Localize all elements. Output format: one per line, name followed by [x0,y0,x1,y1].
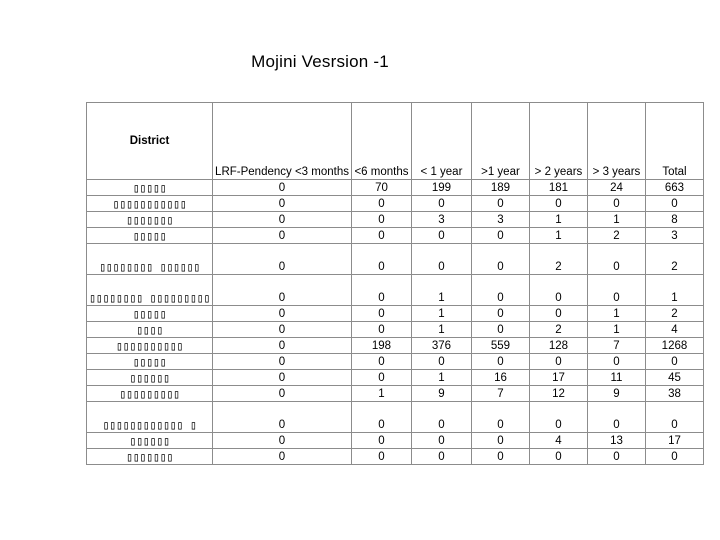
district-name-cell: ▯▯▯▯ [87,322,213,338]
cell-gt-2-years: 128 [529,338,587,354]
table-row [87,244,704,275]
cell-gt-1-year: 0 [471,196,529,212]
cell-lt-6-months: 0 [351,322,411,338]
cell-lt-1-year: 0 [411,433,471,449]
cell-lt-1-year: 0 [411,449,471,465]
district-name-cell: ▯▯▯▯▯ [87,354,213,370]
cell-gt-3-years: 1 [587,306,645,322]
header-total: Total [645,103,703,180]
cell-lt-6-months: 0 [351,275,411,306]
cell-total: 663 [645,180,703,196]
district-name-cell: ▯▯▯▯▯▯▯▯ ▯▯▯▯▯▯ [87,244,213,275]
cell-lt-3-months: 0 [213,244,352,275]
district-name-cell: ▯▯▯▯▯▯▯ [87,449,213,465]
cell-gt-3-years: 11 [587,370,645,386]
cell-gt-3-years: 0 [587,354,645,370]
cell-lt-6-months: 0 [351,196,411,212]
cell-gt-2-years: 0 [529,354,587,370]
district-name-cell: ▯▯▯▯▯ [87,180,213,196]
cell-gt-2-years: 12 [529,386,587,402]
cell-gt-2-years: 1 [529,228,587,244]
cell-lt-3-months: 0 [213,354,352,370]
table-row [87,322,704,338]
cell-lt-6-months: 0 [351,228,411,244]
cell-gt-3-years: 0 [587,402,645,433]
cell-gt-1-year: 0 [471,449,529,465]
page-title: Mojini Vesrsion -1 [251,52,389,71]
table-row [87,449,704,465]
cell-gt-1-year: 0 [471,322,529,338]
cell-gt-1-year: 0 [471,244,529,275]
cell-gt-3-years: 1 [587,322,645,338]
cell-total: 2 [645,244,703,275]
cell-gt-3-years: 13 [587,433,645,449]
header-gt-3-years: > 3 years [587,103,645,180]
cell-total: 17 [645,433,703,449]
cell-gt-1-year: 16 [471,370,529,386]
table-row [87,212,704,228]
district-name-cell: ▯▯▯▯▯▯▯▯▯ [87,386,213,402]
cell-gt-2-years: 1 [529,212,587,228]
cell-lt-3-months: 0 [213,449,352,465]
header-lt-1-year: < 1 year [411,103,471,180]
cell-total: 3 [645,228,703,244]
cell-lt-3-months: 0 [213,275,352,306]
cell-gt-1-year: 189 [471,180,529,196]
cell-lt-6-months: 0 [351,402,411,433]
cell-lt-1-year: 1 [411,275,471,306]
cell-lt-3-months: 0 [213,433,352,449]
cell-lt-1-year: 0 [411,354,471,370]
cell-lt-3-months: 0 [213,306,352,322]
cell-gt-2-years: 0 [529,306,587,322]
table-row [87,370,704,386]
cell-lt-3-months: 0 [213,402,352,433]
cell-gt-3-years: 1 [587,212,645,228]
cell-gt-2-years: 0 [529,196,587,212]
cell-total: 0 [645,196,703,212]
cell-gt-3-years: 2 [587,228,645,244]
cell-total: 0 [645,449,703,465]
district-name-cell: ▯▯▯▯▯▯ [87,370,213,386]
district-name-cell: ▯▯▯▯▯▯▯▯ ▯▯▯▯▯▯▯▯▯ [87,275,213,306]
table-row [87,338,704,354]
cell-lt-6-months: 1 [351,386,411,402]
cell-lt-1-year: 9 [411,386,471,402]
cell-lt-3-months: 0 [213,386,352,402]
cell-total: 38 [645,386,703,402]
cell-gt-2-years: 0 [529,449,587,465]
cell-gt-2-years: 0 [529,275,587,306]
cell-total: 1 [645,275,703,306]
table-row [87,306,704,322]
cell-gt-2-years: 17 [529,370,587,386]
cell-lt-6-months: 0 [351,354,411,370]
cell-gt-1-year: 0 [471,433,529,449]
district-name-cell: ▯▯▯▯▯▯▯▯▯▯▯▯ ▯ [87,402,213,433]
cell-gt-2-years: 0 [529,402,587,433]
district-name-cell: ▯▯▯▯▯▯▯▯▯▯ [87,338,213,354]
district-name-cell: ▯▯▯▯▯▯▯ [87,212,213,228]
cell-gt-3-years: 0 [587,196,645,212]
cell-gt-3-years: 24 [587,180,645,196]
cell-lt-3-months: 0 [213,228,352,244]
table-row [87,228,704,244]
cell-lt-6-months: 0 [351,306,411,322]
cell-gt-3-years: 0 [587,449,645,465]
table-row [87,433,704,449]
cell-lt-1-year: 3 [411,212,471,228]
cell-lt-1-year: 0 [411,402,471,433]
cell-lt-6-months: 198 [351,338,411,354]
cell-gt-1-year: 7 [471,386,529,402]
cell-lt-1-year: 0 [411,244,471,275]
cell-lt-1-year: 199 [411,180,471,196]
table-row [87,180,704,196]
cell-gt-1-year: 0 [471,402,529,433]
cell-gt-1-year: 3 [471,212,529,228]
cell-lt-3-months: 0 [213,196,352,212]
header-district: District [87,103,213,180]
cell-lt-3-months: 0 [213,338,352,354]
cell-gt-1-year: 559 [471,338,529,354]
cell-gt-3-years: 9 [587,386,645,402]
cell-lt-1-year: 1 [411,306,471,322]
cell-gt-2-years: 2 [529,244,587,275]
cell-gt-2-years: 4 [529,433,587,449]
cell-lt-1-year: 376 [411,338,471,354]
table-row [87,196,704,212]
cell-gt-2-years: 2 [529,322,587,338]
cell-gt-1-year: 0 [471,306,529,322]
cell-lt-6-months: 0 [351,212,411,228]
header-gt-1-year: >1 year [471,103,529,180]
district-name-cell: ▯▯▯▯▯ [87,228,213,244]
header-lt-6-months: <6 months [351,103,411,180]
cell-lt-1-year: 1 [411,370,471,386]
cell-lt-1-year: 1 [411,322,471,338]
cell-lt-6-months: 0 [351,433,411,449]
cell-total: 0 [645,402,703,433]
cell-gt-3-years: 7 [587,338,645,354]
district-name-cell: ▯▯▯▯▯▯ [87,433,213,449]
cell-lt-3-months: 0 [213,322,352,338]
cell-gt-1-year: 0 [471,228,529,244]
cell-lt-1-year: 0 [411,228,471,244]
cell-gt-2-years: 181 [529,180,587,196]
cell-total: 8 [645,212,703,228]
cell-gt-1-year: 0 [471,354,529,370]
cell-total: 2 [645,306,703,322]
cell-lt-6-months: 70 [351,180,411,196]
cell-lt-6-months: 0 [351,370,411,386]
pendency-table [86,102,704,465]
cell-gt-3-years: 0 [587,275,645,306]
cell-total: 1268 [645,338,703,354]
table-row [87,402,704,433]
cell-total: 0 [645,354,703,370]
district-name-cell: ▯▯▯▯▯ [87,306,213,322]
table-row [87,275,704,306]
cell-lt-6-months: 0 [351,244,411,275]
header-gt-2-years: > 2 years [529,103,587,180]
cell-lt-1-year: 0 [411,196,471,212]
cell-lt-6-months: 0 [351,449,411,465]
cell-lt-3-months: 0 [213,180,352,196]
cell-lt-3-months: 0 [213,212,352,228]
header-lt-3-months: LRF-Pendency <3 months [213,103,352,180]
header-row [87,103,704,180]
cell-lt-3-months: 0 [213,370,352,386]
cell-total: 4 [645,322,703,338]
table-row [87,386,704,402]
cell-total: 45 [645,370,703,386]
cell-gt-1-year: 0 [471,275,529,306]
district-name-cell: ▯▯▯▯▯▯▯▯▯▯▯ [87,196,213,212]
table-row [87,354,704,370]
cell-gt-3-years: 0 [587,244,645,275]
